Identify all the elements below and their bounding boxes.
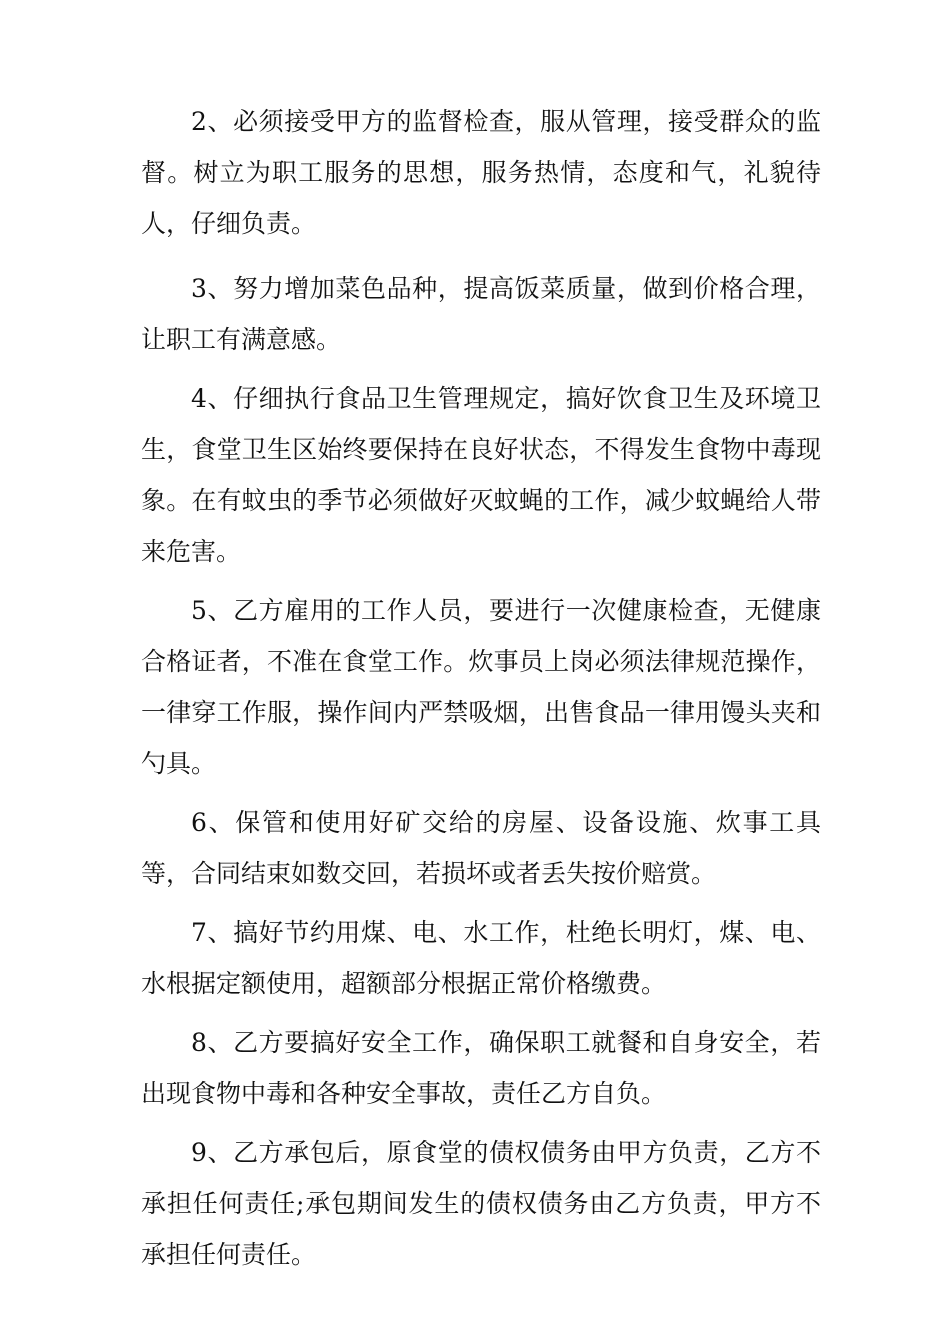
clause-5: 5、乙方雇用的工作人员，要进行一次健康检查，无健康合格证者，不准在食堂工作。炊事员上岗必须法律规范操作，一律穿工作服，操作间内严禁吸烟，出售食品一律用馒头夹和勺具。 <box>141 596 821 778</box>
document-body <box>141 96 821 1280</box>
clause-2: 2、必须接受甲方的监督检查，服从管理，接受群众的监督。树立为职工服务的思想，服务热情，态度和气，礼貌待人，仔细负责。 <box>141 107 821 238</box>
clause-6: 6、保管和使用好矿交给的房屋、设备设施、炊事工具等，合同结束如数交回，若损坏或者丢失按价赔赏。 <box>141 808 821 888</box>
clause-8: 8、乙方要搞好安全工作，确保职工就餐和自身安全，若出现食物中毒和各种安全事故，责任乙方自负。 <box>141 1028 821 1108</box>
clause-3: 3、努力增加菜色品种，提高饭菜质量，做到价格合理，让职工有满意感。 <box>141 274 821 354</box>
clause-7: 7、搞好节约用煤、电、水工作，杜绝长明灯，煤、电、水根据定额使用，超额部分根据正常价格缴费。 <box>141 918 821 998</box>
clause-4: 4、仔细执行食品卫生管理规定，搞好饮食卫生及环境卫生，食堂卫生区始终要保持在良好状态，不得发生食物中毒现象。在有蚊虫的季节必须做好灭蚊蝇的工作，减少蚊蝇给人带来危害。 <box>141 384 821 566</box>
clause-9: 9、乙方承包后，原食堂的债权债务由甲方负责，乙方不承担任何责任;承包期间发生的债权债务由乙方负责，甲方不承担任何责任。 <box>141 1138 821 1269</box>
